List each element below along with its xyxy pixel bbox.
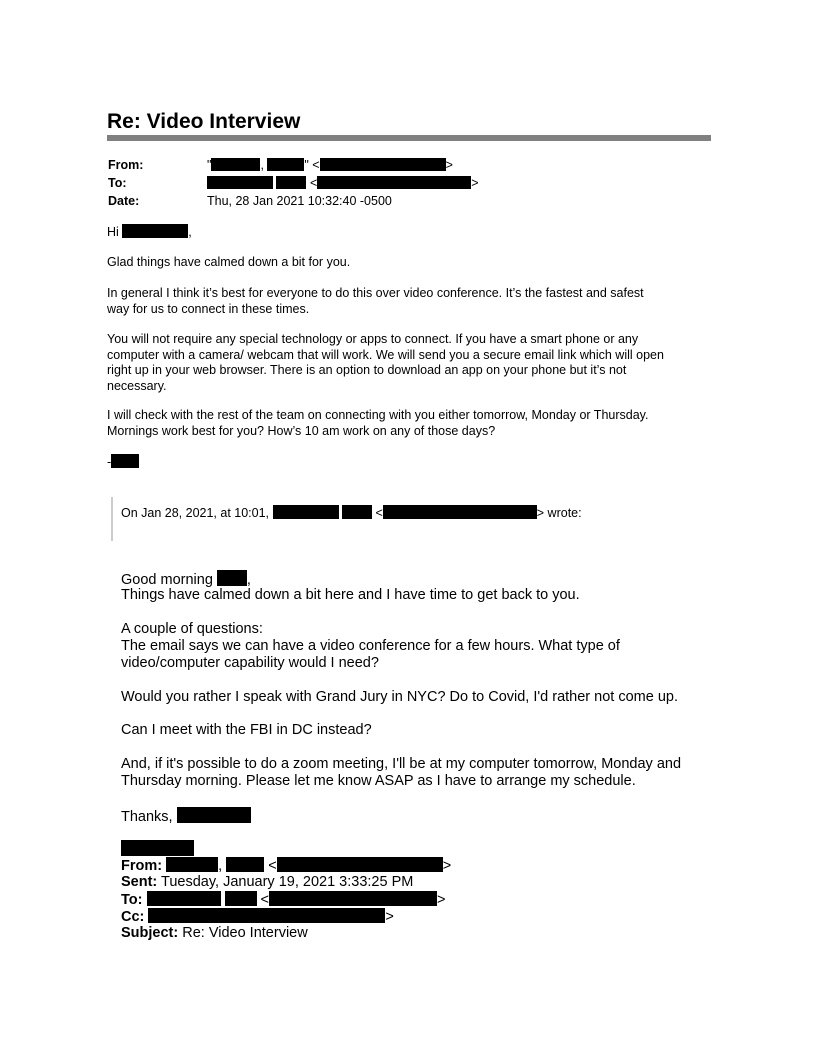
redaction [276, 176, 306, 189]
redaction [177, 807, 251, 823]
quoted-line: Thursday morning. Please let me know ASAP as I have to arrange my schedule. [121, 773, 636, 789]
redaction [121, 840, 194, 856]
redaction [211, 158, 260, 171]
date-label: Date: [108, 194, 140, 208]
quoted-line: video/computer capability would I need? [121, 655, 379, 671]
original-from: From: , < > [121, 858, 452, 874]
date-value: Thu, 28 Jan 2021 10:32:40 -0500 [207, 194, 392, 208]
redaction [111, 454, 139, 468]
original-subject: Subject: Re: Video Interview [121, 925, 308, 941]
quoted-line: Things have calmed down a bit here and I have time to get back to you. [121, 587, 580, 603]
redaction [273, 505, 339, 519]
redaction [317, 176, 471, 189]
redaction [320, 158, 446, 171]
redaction [267, 158, 304, 171]
quoted-thanks: Thanks, [121, 807, 251, 827]
quoted-line: Would you rather I speak with Grand Jury in NYC? Do to Covid, I'd rather not come up. [121, 689, 678, 705]
document-title: Re: Video Interview [107, 110, 301, 133]
reply-greeting: Hi , [107, 225, 192, 239]
redaction [383, 505, 537, 519]
from-label: From: [108, 158, 144, 172]
redaction [147, 891, 221, 906]
title-divider [107, 135, 711, 141]
redaction [217, 570, 247, 586]
reply-paragraph: You will not require any special technology or apps to connect. If you have a smart phone or any computer with a camera/ webcam that will work. We will send you a secure email link which will open right up in your web browser. There is an option to download an app on your phone but it’s not necessary. [107, 332, 664, 393]
to-label: To: [108, 176, 127, 190]
redaction [342, 505, 372, 519]
original-cc: Cc: > [121, 909, 394, 925]
redaction [226, 857, 264, 872]
quoted-line: A couple of questions: [121, 621, 263, 637]
quoted-greeting: Good morning , [121, 572, 251, 588]
reply-paragraph: In general I think it’s best for everyone to do this over video conference. It’s the fastest and safest way for us to connect in these times. [107, 286, 644, 316]
reply-paragraph: Glad things have calmed down a bit for you. [107, 255, 351, 269]
redaction [166, 857, 218, 872]
quoted-line: And, if it's possible to do a zoom meeting, I'll be at my computer tomorrow, Monday and [121, 756, 682, 772]
original-to: To: < > [121, 892, 446, 908]
quote-bar [111, 497, 113, 541]
reply-signature: - [107, 454, 139, 471]
quote-header: On Jan 28, 2021, at 10:01, < > wrote: [121, 506, 582, 520]
redaction [207, 176, 273, 189]
original-sent: Sent: Tuesday, January 19, 2021 3:33:25 PM [121, 874, 414, 890]
from-value: " , " < > [207, 158, 453, 172]
redaction [225, 891, 257, 906]
redaction [148, 908, 385, 923]
redaction [277, 857, 443, 872]
reply-paragraph: I will check with the rest of the team on connecting with you either tomorrow, Monday or Thursday. Mornings work best for you? How’s 10 am work on any of those days? [107, 408, 649, 438]
quoted-line: Can I meet with the FBI in DC instead? [121, 722, 372, 738]
redaction [122, 224, 188, 238]
quoted-line: The email says we can have a video conference for a few hours. What type of [121, 638, 620, 654]
to-value: < > [207, 176, 479, 190]
redaction [269, 891, 437, 906]
